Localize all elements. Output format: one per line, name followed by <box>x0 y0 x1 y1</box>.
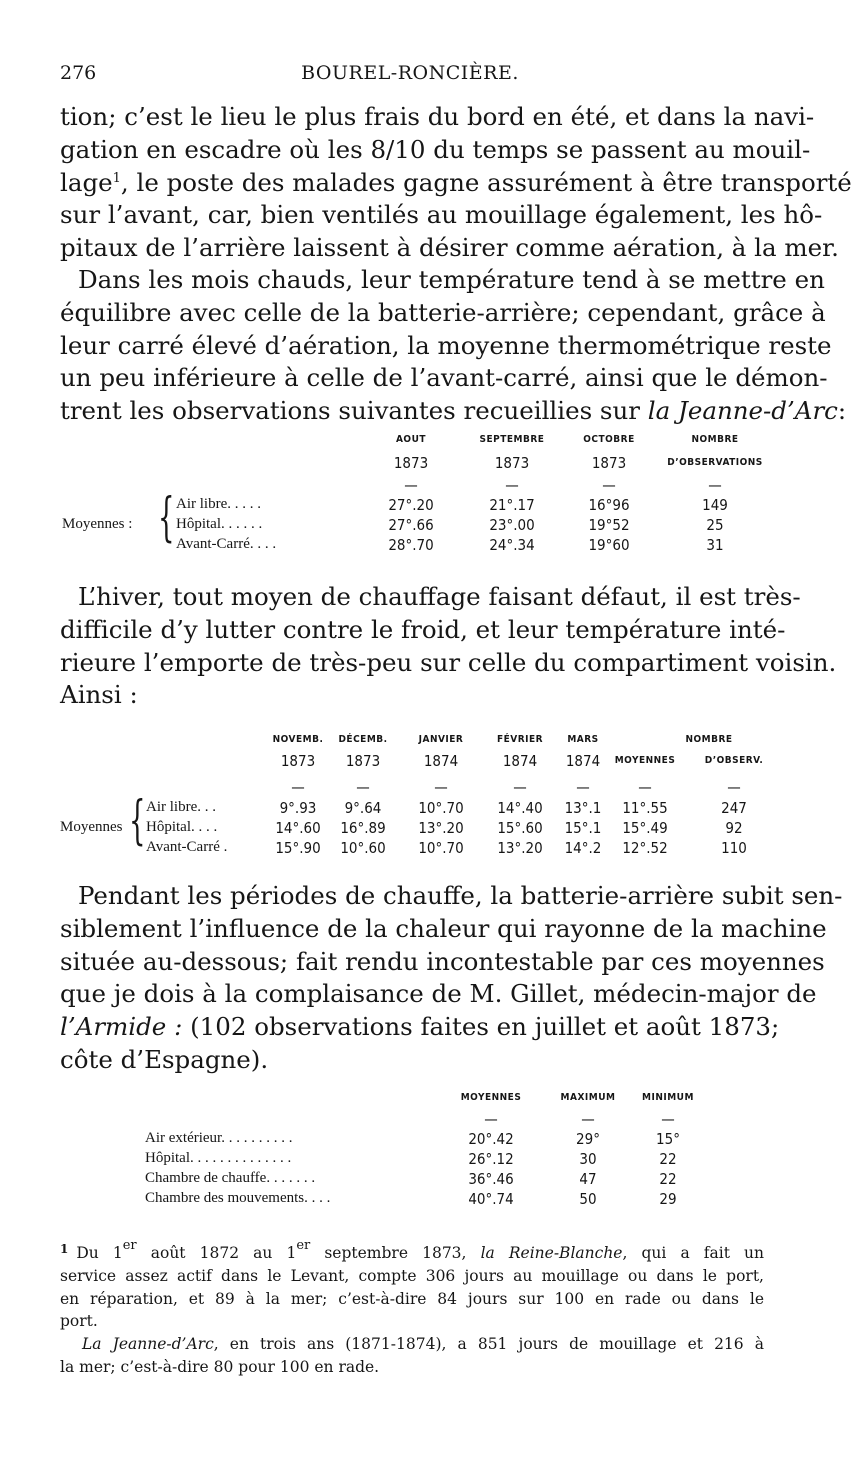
table-winter-averages <box>0 730 800 865</box>
cell: 22 <box>659 1170 677 1188</box>
rule-dash: — <box>513 778 527 796</box>
rule-dash: — <box>484 1110 498 1128</box>
cell: 16°96 <box>588 496 630 514</box>
table-summer-averages <box>0 430 800 560</box>
text-line: Ainsi : <box>60 680 138 710</box>
text-line: que je dois à la complaisance de M. Gillet, médecin-major de <box>60 979 817 1009</box>
rule-dash: — <box>602 476 616 494</box>
text-line: leur carré élevé d’aération, la moyenne thermométrique reste <box>60 330 832 360</box>
cell: 26°.12 <box>468 1150 514 1168</box>
text-line: Dans les mois chauds, leur température tend à se mettre en <box>78 265 825 294</box>
cell: 149 <box>702 496 728 514</box>
text-line: l’Armide : (102 observations faites en juillet et août 1873; <box>60 1012 780 1042</box>
row-label: Avant-Carré. . . . <box>176 536 277 552</box>
table-engine-heat <box>0 1088 800 1213</box>
text-line: un peu inférieure à celle de l’avant-carré, ainsi que le démon- <box>60 363 828 393</box>
row-label: Hôpital. . . . . . . . . . . . . . <box>145 1150 292 1166</box>
rule-dash: — <box>581 1110 595 1128</box>
rule-dash: — <box>434 778 448 796</box>
text-line: rieure l’emporte de très-peu sur celle du compartiment voisin. <box>60 647 837 677</box>
cell: 21°.17 <box>489 496 535 514</box>
text-line: siblement l’influence de la chaleur qui rayonne de la machine <box>60 913 827 943</box>
col-header: FÉVRIER <box>496 734 544 745</box>
group-label: Moyennes <box>60 819 123 835</box>
rule-dash: — <box>638 778 652 796</box>
cell: 9°.93 <box>279 799 317 817</box>
text-line: L’hiver, tout moyen de chauffage faisant défaut, il est très- <box>78 582 801 611</box>
cell: 22 <box>659 1150 677 1168</box>
footnote-line: service assez actif dans le Levant, compte 306 jours au mouillage ou dans le port, <box>60 1266 764 1285</box>
rule-dash: — <box>291 778 305 796</box>
text-line: lage$^1$, le poste des malades gagne assurément à être transporté <box>60 167 852 197</box>
cell: 12°.52 <box>622 839 668 857</box>
paragraph-3 <box>60 581 837 712</box>
text-line: côte d’Espagne). <box>60 1044 269 1074</box>
col-header: MINIMUM <box>642 1092 694 1103</box>
ship-name: la Jeanne-d’Arc <box>647 396 838 426</box>
cell: 50 <box>579 1190 597 1208</box>
rule-dash: — <box>505 476 519 494</box>
cell: 14°.60 <box>275 819 321 837</box>
brace: { <box>158 488 175 548</box>
row-label: Hôpital. . . . . . <box>176 516 263 532</box>
col-header: NOMBRE <box>691 434 739 445</box>
footnote-line: La Jeanne-d’Arc, en trois ans (1871-1874), a 851 jours de mouillage et 216 à <box>82 1335 764 1354</box>
col-header: JANVIER <box>418 734 464 745</box>
row-label: Air libre. . . . . <box>176 496 261 512</box>
rule-dash: — <box>356 778 370 796</box>
cell: 13°.20 <box>418 819 464 837</box>
row-label: Chambre de chauffe. . . . . . . <box>145 1170 316 1186</box>
cell: 19°52 <box>588 516 630 534</box>
paragraph-4 <box>60 880 843 1077</box>
row-label: Air extérieur. . . . . . . . . . <box>145 1130 293 1146</box>
page-number: 276 <box>60 62 97 84</box>
cell: 11°.55 <box>622 799 668 817</box>
cell: 10°.60 <box>340 839 386 857</box>
row-label: Chambre des mouvements. . . . <box>145 1190 331 1206</box>
footnote-line: la mer; c’est-à-dire 80 pour 100 en rade. <box>60 1357 380 1376</box>
cell: 24°.34 <box>489 536 535 554</box>
ship-name: La Jeanne-d’Arc <box>82 1335 214 1354</box>
text-line: pitaux de l’arrière laissent à désirer comme aération, à la mer. <box>60 233 839 263</box>
brace: { <box>129 791 146 851</box>
cell: 10°.70 <box>418 799 464 817</box>
cell: 47 <box>579 1170 597 1188</box>
cell: 20°.42 <box>468 1130 514 1148</box>
col-header: D’OBSERVATIONS <box>667 457 763 468</box>
col-header: SEPTEMBRE <box>479 434 545 445</box>
cell: 16°.89 <box>340 819 386 837</box>
footnote-ref: 1 <box>112 170 121 186</box>
col-year: 1874 <box>423 752 459 770</box>
col-header: MOYENNES <box>614 755 676 766</box>
footnotes <box>60 1238 764 1379</box>
col-year: 1874 <box>502 752 538 770</box>
cell: 13°.20 <box>497 839 543 857</box>
row-label: Hôpital. . . . <box>146 819 218 835</box>
text-line: trent les observations suivantes recueillies sur la Jeanne-d’Arc: <box>60 396 847 426</box>
footnote-line: en réparation, et 89 à la mer; c’est-à-dire 84 jours sur 100 en rade ou dans le <box>60 1289 764 1308</box>
cell: 30 <box>579 1150 597 1168</box>
cell: 29 <box>659 1190 677 1208</box>
footnote-marker: 1 <box>60 1242 69 1256</box>
col-header: OCTOBRE <box>583 434 635 445</box>
cell: 36°.46 <box>468 1170 514 1188</box>
cell: 31 <box>706 536 724 554</box>
row-label: Air libre. . . <box>146 799 216 815</box>
cell: 13°.1 <box>564 799 602 817</box>
text-line: gation en escadre où les 8/10 du temps se passent au mouil- <box>60 134 811 164</box>
cell: 15°.90 <box>275 839 321 857</box>
ship-name: la Reine-Blanche <box>480 1244 623 1262</box>
text-line: tion; c’est le lieu le plus frais du bord en été, et dans la navi- <box>60 102 815 131</box>
cell: 15°.1 <box>564 819 602 837</box>
rule-dash: — <box>708 476 722 494</box>
cell: 29° <box>576 1130 600 1148</box>
text-line: équilibre avec celle de la batterie-arrière; cependant, grâce à <box>60 297 826 327</box>
col-year: 1874 <box>565 752 601 770</box>
paragraph-2 <box>60 264 847 428</box>
col-header: MOYENNES <box>460 1092 522 1103</box>
col-header: MARS <box>567 734 599 745</box>
col-year: 1873 <box>591 454 627 472</box>
cell: 27°.66 <box>388 516 434 534</box>
cell: 25 <box>706 516 724 534</box>
running-head <box>60 62 760 92</box>
cell: 14°.40 <box>497 799 543 817</box>
group-label: Moyennes : <box>62 516 133 532</box>
cell: 23°.00 <box>489 516 535 534</box>
cell: 15° <box>656 1130 680 1148</box>
cell: 15°.49 <box>622 819 668 837</box>
col-header: NOMBRE <box>685 734 733 745</box>
col-year: 1873 <box>393 454 429 472</box>
col-year: 1873 <box>345 752 381 770</box>
text-line: située au-dessous; fait rendu incontestable par ces moyennes <box>60 946 825 976</box>
cell: 28°.70 <box>388 536 434 554</box>
col-header: AOUT <box>395 434 427 445</box>
rule-dash: — <box>404 476 418 494</box>
text-line: difficile d’y lutter contre le froid, et leur température inté- <box>60 614 786 644</box>
cell: 92 <box>725 819 743 837</box>
col-year: 1873 <box>280 752 316 770</box>
rule-dash: — <box>727 778 741 796</box>
rule-dash: — <box>661 1110 675 1128</box>
footnote-line: $^1$ Du 1er août 1872 au 1er septembre 1873, la Reine-Blanche, qui a fait un <box>60 1238 765 1262</box>
col-header: DÉCEMB. <box>338 734 388 745</box>
running-title: BOUREL-RONCIÈRE. <box>301 62 519 84</box>
col-header: NOVEMB. <box>272 734 324 745</box>
cell: 110 <box>721 839 747 857</box>
cell: 14°.2 <box>564 839 602 857</box>
col-header: D’OBSERV. <box>704 755 764 766</box>
cell: 40°.74 <box>468 1190 514 1208</box>
rule-dash: — <box>576 778 590 796</box>
cell: 10°.70 <box>418 839 464 857</box>
cell: 9°.64 <box>344 799 382 817</box>
text-line: Pendant les périodes de chauffe, la batterie-arrière subit sen- <box>78 881 843 910</box>
text-line: sur l’avant, car, bien ventilés au mouillage également, les hô- <box>60 200 823 230</box>
cell: 247 <box>721 799 747 817</box>
row-label: Avant-Carré . <box>146 839 228 855</box>
col-year: 1873 <box>494 454 530 472</box>
footnote-line: port. <box>60 1312 98 1331</box>
cell: 15°.60 <box>497 819 543 837</box>
cell: 27°.20 <box>388 496 434 514</box>
ship-name: l’Armide : <box>60 1012 183 1042</box>
paragraph-1 <box>60 101 852 265</box>
col-header: MAXIMUM <box>560 1092 616 1103</box>
cell: 19°60 <box>588 536 630 554</box>
